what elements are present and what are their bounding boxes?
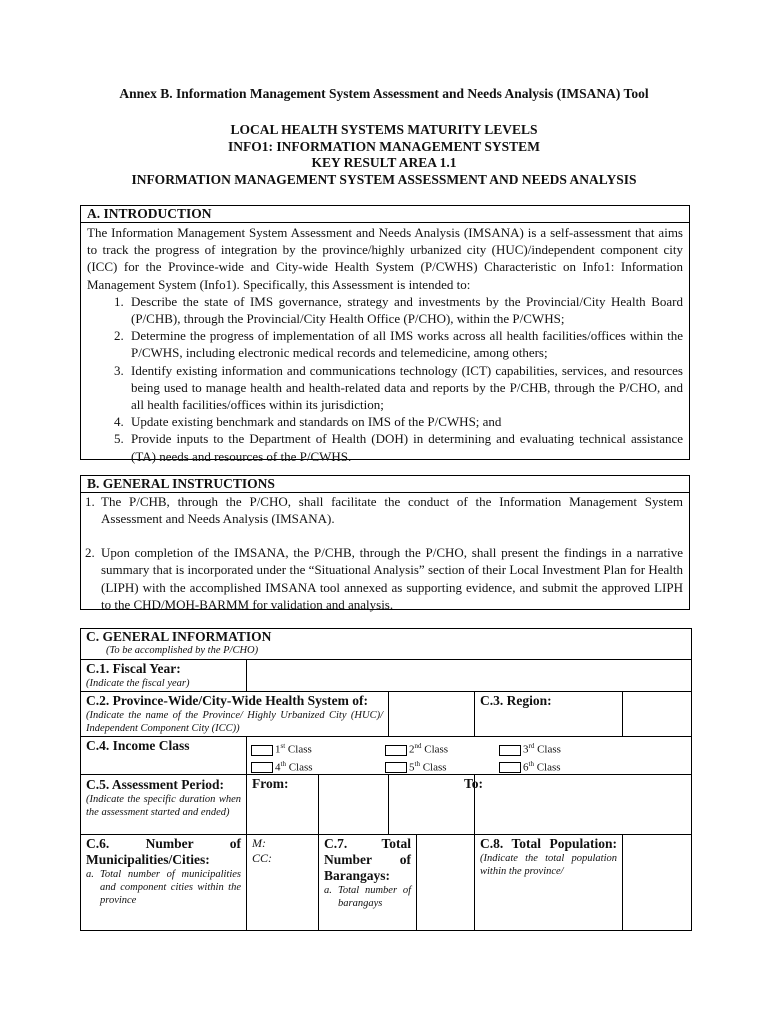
introduction-section [80, 205, 690, 464]
introduction-list [81, 293, 689, 465]
list-item: 1. The P/CHB, through the P/CHO, shall facilitate the conduct of the Information Management System Assessment and Needs Analysis (IMSANA). [85, 494, 683, 527]
list-item: 3. Identify existing information and communications technology (ICT) capabilities, services, and resources being used to manage health and health-related data and reports by the P/CHB, through the P/CHO, and all health facilities/offices within its jurisdiction; [127, 362, 683, 414]
from-field[interactable] [319, 775, 389, 835]
list-item: 1. Describe the state of IMS governance, strategy and investments by the Provincial/City Health Board (P/CHB), through the Provincial/City Health Office (P/CHO), within the P/CWHS; [127, 293, 683, 327]
section-heading: C. GENERAL INFORMATION [86, 629, 272, 644]
fiscal-year-hint: (Indicate the fiscal year) [86, 678, 190, 689]
class-option-5th[interactable]: 5th Class [385, 757, 499, 775]
title-line: LOCAL HEALTH SYSTEMS MATURITY LEVELS [230, 122, 538, 137]
introduction-paragraph: The Information Management System Assessment and Needs Analysis (IMSANA) is a self-assessment that aims to track the progress of integration by the province/highly urbanized city (HUC)/independent component city (ICC) for the Province-wide and City-wide Health System (P/CWHS) Characteristic on Info1: Information Management System (Info1). Specifically, this Assessment is intended to: [87, 225, 683, 292]
health-system-hint: (Indicate the name of the Province/ Highly Urbanized City (HUC)/ Independent Component City (ICC)) [86, 710, 383, 734]
assessment-period-label-cell [81, 775, 247, 835]
fiscal-year-label-cell [81, 660, 247, 692]
annex-title: Annex B. Information Management System Assessment and Needs Analysis (IMSANA) Tool [119, 86, 649, 101]
instructions-section [80, 475, 690, 613]
fiscal-year-label: C.1. Fiscal Year: [86, 661, 181, 676]
class-option-3rd[interactable]: 3rd Class [499, 739, 609, 757]
barangays-label: C.7. Total Number of Barangays: [324, 836, 411, 884]
population-hint: (Indicate the total population within the province/ [480, 853, 617, 878]
population-label-cell [475, 835, 623, 931]
income-class-label: C.4. Income Class [86, 738, 190, 753]
introduction-heading: A. INTRODUCTION [81, 206, 689, 223]
to-field[interactable] [475, 775, 692, 835]
region-label: C.3. Region: [480, 693, 552, 708]
checkbox[interactable] [385, 745, 407, 756]
section-subheading: (To be accomplished by the P/CHO) [106, 645, 259, 656]
instructions-list [81, 493, 689, 613]
class-option-6th[interactable]: 6th Class [499, 757, 609, 775]
barangays-label-cell: C.7. Total Number of Barangays: a. Total number of barangays [319, 835, 417, 931]
income-class-options [247, 737, 692, 775]
instructions-heading: B. GENERAL INSTRUCTIONS [81, 476, 689, 493]
list-item: 2. Determine the progress of implementation of all IMS works across all health facilities/offices within the P/CWHS, including electronic medical records and telemedicine, among others; [127, 327, 683, 361]
municipalities-hint: Total number of municipalities and component cities within the province [100, 869, 241, 907]
checkbox[interactable] [251, 762, 273, 773]
municipalities-label: C.6. Number of Municipalities/Cities: [86, 836, 241, 868]
health-system-field[interactable] [389, 692, 475, 737]
checkbox[interactable] [385, 762, 407, 773]
fiscal-year-field[interactable] [247, 660, 692, 692]
municipalities-field[interactable] [247, 835, 319, 931]
population-label: C.8. Total Population: [480, 836, 617, 852]
cc-label: CC: [252, 851, 273, 866]
title-line: INFORMATION MANAGEMENT SYSTEM ASSESSMENT AND NEEDS ANALYSIS [131, 171, 637, 187]
from-cell [247, 775, 319, 835]
title-line: KEY RESULT AREA 1.1 [311, 155, 457, 170]
m-label: M: [252, 836, 266, 851]
list-item: 4. Update existing benchmark and standards on IMS of the P/CWHS; and [127, 413, 683, 430]
checkbox[interactable] [251, 745, 273, 756]
from-label: From: [252, 776, 289, 792]
list-item: 2. Upon completion of the IMSANA, the P/CHB, through the P/CHO, shall present the findings in a narrative summary that is incorporated under the “Situational Analysis” section of their Local Investment Plan for Health (LIPH) with the accomplished IMSANA tool annexed as supporting evidence, and submit the approved LIPH to the CHD/MOH-BARMM for validation and analysis. [85, 544, 683, 613]
class-option-2nd[interactable]: 2nd Class [385, 739, 499, 757]
population-field[interactable] [623, 835, 692, 931]
general-information-header [81, 629, 692, 660]
region-field[interactable] [623, 692, 692, 737]
checkbox[interactable] [499, 762, 521, 773]
barangays-field[interactable] [417, 835, 475, 931]
health-system-label: C.2. Province-Wide/City-Wide Health System of: [86, 693, 368, 708]
document-titles [0, 122, 768, 188]
municipalities-label-cell: C.6. Number of Municipalities/Cities: a. Total number of municipalities and component cities within the province [81, 835, 247, 931]
to-cell [389, 775, 484, 835]
title-line: INFO1: INFORMATION MANAGEMENT SYSTEM [228, 138, 540, 154]
class-option-1st[interactable]: 1st Class [251, 739, 385, 757]
checkbox[interactable] [499, 745, 521, 756]
to-label: To: [464, 776, 484, 792]
region-label-cell [475, 692, 623, 737]
assessment-period-hint: (Indicate the specific duration when the assessment started and ended) [86, 794, 241, 819]
general-information-table [80, 628, 692, 931]
health-system-label-cell [81, 692, 389, 737]
list-item: 5. Provide inputs to the Department of Health (DOH) in determining and evaluating technical assistance (TA) needs and resources of the P/CWHS. [127, 430, 683, 464]
barangays-hint: Total number of barangays [338, 885, 411, 910]
income-class-label-cell [81, 737, 247, 775]
class-option-4th[interactable]: 4th Class [251, 757, 385, 775]
assessment-period-label: C.5. Assessment Period: [86, 777, 224, 793]
